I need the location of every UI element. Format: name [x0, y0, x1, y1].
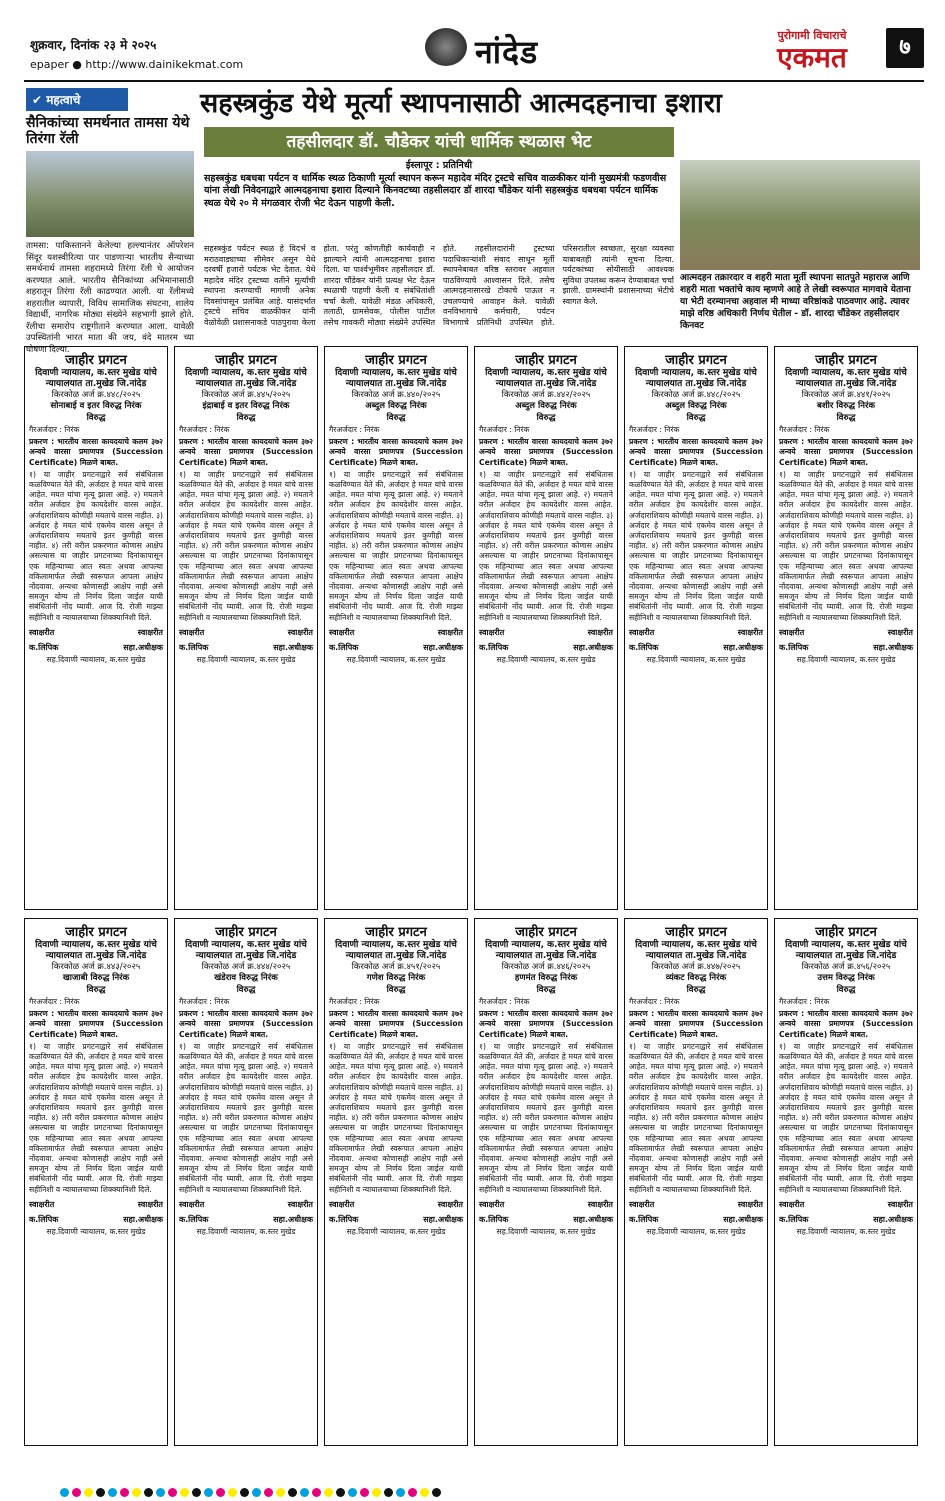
notice-signatures — [629, 627, 763, 638]
notice-signatures — [779, 1199, 913, 1210]
city-title: नांदेड — [475, 33, 539, 71]
notice-subject: प्रकरण : भारतीय वारसा कायदयाचे कलम ३७२ अन्वये वारसा प्रमाणपत्र (Succession Certificate) मिळणे बाबत. — [629, 1009, 763, 1039]
notice-stamp: स्वाक्षरीत — [329, 1199, 355, 1209]
registration-dot — [120, 1488, 129, 1497]
notice-case-number: किरकोळ अर्ज क्र.४४५/२०२५ — [201, 390, 291, 400]
notice-office: सह.दिवाणी न्यायालय, क.स्तर मुखेड — [796, 654, 896, 664]
registration-dot — [348, 1488, 357, 1497]
lead-lede-text: सहस्त्रकुंड धबधबा पर्यटन व धार्मिक स्थळ ठिकाणी मूर्त्या स्थापन करून महादेव मंदिर ट्रस्टचे सचिव वाळकीकर यांनी मुख्यमंत्री फडणवीस यांना लेखी निवेदनाद्वारे आत्मदहनाचा इशारा दिल्याने किनवटच्या तहसीलदार डॉ शारदा चौंडेकर यांनी सहस्त्रकुंड धबधबा पर्यटन धार्मिक स्थळ येथे २० मे मंगळवार रोजी भेट देऊन पाहणी केली. — [204, 172, 667, 209]
notice-versus: विरुद्ध — [536, 413, 556, 423]
registration-dot — [336, 1488, 345, 1497]
notice-heading: जाहीर प्रगटन — [665, 353, 727, 368]
notice-subject: प्रकरण : भारतीय वारसा कायदयाचे कलम ३७२ अन्वये वारसा प्रमाणपत्र (Succession Certificate) मिळणे बाबत. — [479, 1009, 613, 1039]
registration-dot — [384, 1488, 393, 1497]
public-notice — [324, 918, 468, 1446]
notice-subject: प्रकरण : भारतीय वारसा कायदयाचे कलम ३७२ अन्वये वारसा प्रमाणपत्र (Succession Certificate) मिळणे बाबत. — [179, 1009, 313, 1039]
notice-versus: विरुद्ध — [686, 985, 706, 995]
notice-superintendent: सहा.अधीक्षक — [123, 1214, 163, 1224]
notice-case-number: किरकोळ अर्ज क्र.४४१/२०२५ — [801, 390, 891, 400]
registration-dot — [288, 1488, 297, 1497]
notice-superintendent: सहा.अधीक्षक — [273, 642, 313, 652]
notice-court: दिवाणी न्यायालय, क.स्तर मुखेड यांचे न्यायालयात ता.मुखेड जि.नांदेड — [35, 940, 157, 961]
notices-row-2 — [24, 918, 924, 1446]
masthead — [0, 0, 945, 82]
brand-logo — [752, 28, 872, 74]
notice-heading: जाहीर प्रगटन — [365, 925, 427, 940]
registration-dot — [108, 1488, 117, 1497]
notice-court: दिवाणी न्यायालय, क.स्तर मुखेड यांचे न्यायालयात ता.मुखेड जि.नांदेड — [635, 368, 757, 389]
brand-tagline: पुरोगामी विचाराचे — [777, 29, 847, 42]
registration-dot — [420, 1488, 429, 1497]
notice-office: सह.दिवाणी न्यायालय, क.स्तर मुखेड — [46, 654, 146, 664]
notice-case-number: किरकोळ अर्ज क्र.४४३/२०२५ — [51, 962, 141, 972]
notice-officers — [329, 1214, 463, 1225]
notice-respondent: गैरअर्जदार : निरंक — [29, 425, 80, 434]
notice-subject: प्रकरण : भारतीय वारसा कायदयाचे कलम ३७२ अन्वये वारसा प्रमाणपत्र (Succession Certificate) मिळणे बाबत. — [179, 437, 313, 467]
notice-parties: अब्दुल विरुद्ध निरंक — [365, 401, 427, 411]
registration-dot — [144, 1488, 153, 1497]
notice-parties: उत्तम विरुद्ध निरंक — [817, 973, 875, 983]
notice-versus: विरुद्ध — [236, 985, 256, 995]
notice-versus: विरुद्ध — [686, 413, 706, 423]
notice-signatures — [179, 627, 313, 638]
notice-clerk: क.लिपिक — [179, 1214, 209, 1224]
notice-officers — [779, 642, 913, 653]
notice-stamp-2: स्वाक्षरीत — [887, 627, 913, 637]
notice-body: १) या जाहीर प्रगटनाद्वारे सर्व संबंधितास कळविण्यात येते की, अर्जदार हे मयत यांचे वारस आहेत. मयत यांचा मृत्यू झाला आहे. २) मयताने वरील अर्जदार हेच कायदेशीर वारस आहेत. अर्जदाराशिवाय कोणीही मयताचे वारस नाहीत. ३) अर्जदार हे मयत यांचे एकमेव वारस असून ते अर्जदाराशिवाय मयताचे इतर कुणीही वारस नाहीत. ४) तरी वरील प्रकरणात कोणास आक्षेप असल्यास या जाहीर प्रगटनाच्या दिनांकापासून एक महिन्याच्या आत स्वतः अथवा आपल्या वकिलामार्फत लेखी स्वरूपात आपला आक्षेप नोंदवावा. अन्यथा कोणासही आक्षेप नाही असे समजून योग्य तो निर्णय दिला जाईल याची संबंधितांनी नोंद घ्यावी. आज दि. रोजी माझ्या सहीनिशी व न्यायालयाच्या शिक्क्यानिशी दिले. — [329, 469, 463, 622]
notice-case-number: किरकोळ अर्ज क्र.४४७/२०२५ — [651, 962, 741, 972]
notice-clerk: क.लिपिक — [779, 1214, 809, 1224]
notice-stamp-2: स्वाक्षरीत — [887, 1199, 913, 1209]
notice-signatures — [779, 627, 913, 638]
notice-office: सह.दिवाणी न्यायालय, क.स्तर मुखेड — [46, 1226, 146, 1236]
registration-dot — [312, 1488, 321, 1497]
public-notice — [474, 918, 618, 1446]
lead-byline: ईस्लापूर : प्रतिनिधी — [405, 160, 473, 171]
notice-office: सह.दिवाणी न्यायालय, क.स्तर मुखेड — [646, 1226, 746, 1236]
notice-stamp-2: स्वाक्षरीत — [587, 1199, 613, 1209]
notice-respondent: गैरअर्जदार : निरंक — [629, 425, 680, 434]
notice-heading: जाहीर प्रगटन — [365, 353, 427, 368]
notice-stamp: स्वाक्षरीत — [29, 627, 55, 637]
sidebar-story — [26, 88, 194, 355]
registration-dot — [180, 1488, 189, 1497]
notice-heading: जाहीर प्रगटन — [215, 353, 277, 368]
notice-heading: जाहीर प्रगटन — [815, 925, 877, 940]
registration-dot — [228, 1488, 237, 1497]
notice-parties: हणमंत विरुद्ध निरंक — [514, 973, 578, 983]
notice-court: दिवाणी न्यायालय, क.स्तर मुखेड यांचे न्यायालयात ता.मुखेड जि.नांदेड — [485, 940, 607, 961]
notice-heading: जाहीर प्रगटन — [515, 353, 577, 368]
registration-dot — [168, 1488, 177, 1497]
registration-dot — [132, 1488, 141, 1497]
notice-stamp: स्वाक्षरीत — [329, 627, 355, 637]
public-notice — [474, 346, 618, 910]
notice-respondent: गैरअर्जदार : निरंक — [179, 997, 230, 1006]
notice-heading: जाहीर प्रगटन — [215, 925, 277, 940]
notice-superintendent: सहा.अधीक्षक — [273, 1214, 313, 1224]
notice-clerk: क.लिपिक — [329, 642, 359, 652]
notice-respondent: गैरअर्जदार : निरंक — [479, 425, 530, 434]
print-color-registration — [60, 1482, 920, 1492]
notice-stamp: स्वाक्षरीत — [779, 1199, 805, 1209]
registration-dot — [300, 1488, 309, 1497]
notice-clerk: क.लिपिक — [629, 1214, 659, 1224]
notice-case-number: किरकोळ अर्ज क्र.४४०/२०२५ — [351, 390, 441, 400]
lead-photo-caption: आत्मदहन तक्रारदार व शहरी माता मूर्ती स्थापना सातपुते महाराज आणि शहरी माता भक्तांचे काय म्हणणे आहे ते लेखी स्वरूपात मागवावे येताना या भेटी दरम्यानचा अहवाल मी माध्या वरिष्ठांकडे पाठवणार आहे. त्यावर माझे वरिष्ठ अधिकारी निर्णय घेतील - डॉ. शारदा चौंडेकर तहसीलदार किनवट — [680, 273, 911, 331]
notice-parties: सोनाबाई व इतर विरुद्ध निरंक — [50, 401, 142, 411]
notice-officers — [29, 642, 163, 653]
notice-office: सह.दिवाणी न्यायालय, क.स्तर मुखेड — [796, 1226, 896, 1236]
registration-dot — [264, 1488, 273, 1497]
notice-office: सह.दिवाणी न्यायालय, क.स्तर मुखेड — [496, 654, 596, 664]
notice-clerk: क.लिपिक — [179, 642, 209, 652]
notice-stamp-2: स्वाक्षरीत — [137, 627, 163, 637]
notice-officers — [29, 1214, 163, 1225]
notice-body: १) या जाहीर प्रगटनाद्वारे सर्व संबंधितास कळविण्यात येते की, अर्जदार हे मयत यांचे वारस आहेत. मयत यांचा मृत्यू झाला आहे. २) मयताने वरील अर्जदार हेच कायदेशीर वारस आहेत. अर्जदाराशिवाय कोणीही मयताचे वारस नाहीत. ३) अर्जदार हे मयत यांचे एकमेव वारस असून ते अर्जदाराशिवाय मयताचे इतर कुणीही वारस नाहीत. ४) तरी वरील प्रकरणात कोणास आक्षेप असल्यास या जाहीर प्रगटनाच्या दिनांकापासून एक महिन्याच्या आत स्वतः अथवा आपल्या वकिलामार्फत लेखी स्वरूपात आपला आक्षेप नोंदवावा. अन्यथा कोणासही आक्षेप नाही असे समजून योग्य तो निर्णय दिला जाईल याची संबंधितांनी नोंद घ्यावी. आज दि. रोजी माझ्या सहीनिशी व न्यायालयाच्या शिक्क्यानिशी दिले. — [329, 1041, 463, 1194]
notice-superintendent: सहा.अधीक्षक — [423, 1214, 463, 1224]
notice-court: दिवाणी न्यायालय, क.स्तर मुखेड यांचे न्यायालयात ता.मुखेड जि.नांदेड — [335, 940, 457, 961]
notice-officers — [179, 642, 313, 653]
notice-body: १) या जाहीर प्रगटनाद्वारे सर्व संबंधितास कळविण्यात येते की, अर्जदार हे मयत यांचे वारस आहेत. मयत यांचा मृत्यू झाला आहे. २) मयताने वरील अर्जदार हेच कायदेशीर वारस आहेत. अर्जदाराशिवाय कोणीही मयताचे वारस नाहीत. ३) अर्जदार हे मयत यांचे एकमेव वारस असून ते अर्जदाराशिवाय मयताचे इतर कुणीही वारस नाहीत. ४) तरी वरील प्रकरणात कोणास आक्षेप असल्यास या जाहीर प्रगटनाच्या दिनांकापासून एक महिन्याच्या आत स्वतः अथवा आपल्या वकिलामार्फत लेखी स्वरूपात आपला आक्षेप नोंदवावा. अन्यथा कोणासही आक्षेप नाही असे समजून योग्य तो निर्णय दिला जाईल याची संबंधितांनी नोंद घ्यावी. आज दि. रोजी माझ्या सहीनिशी व न्यायालयाच्या शिक्क्यानिशी दिले. — [479, 1041, 613, 1194]
notice-stamp-2: स्वाक्षरीत — [737, 1199, 763, 1209]
notice-clerk: क.लिपिक — [29, 642, 59, 652]
notice-body: १) या जाहीर प्रगटनाद्वारे सर्व संबंधितास कळविण्यात येते की, अर्जदार हे मयत यांचे वारस आहेत. मयत यांचा मृत्यू झाला आहे. २) मयताने वरील अर्जदार हेच कायदेशीर वारस आहेत. अर्जदाराशिवाय कोणीही मयताचे वारस नाहीत. ३) अर्जदार हे मयत यांचे एकमेव वारस असून ते अर्जदाराशिवाय मयताचे इतर कुणीही वारस नाहीत. ४) तरी वरील प्रकरणात कोणास आक्षेप असल्यास या जाहीर प्रगटनाच्या दिनांकापासून एक महिन्याच्या आत स्वतः अथवा आपल्या वकिलामार्फत लेखी स्वरूपात आपला आक्षेप नोंदवावा. अन्यथा कोणासही आक्षेप नाही असे समजून योग्य तो निर्णय दिला जाईल याची संबंधितांनी नोंद घ्यावी. आज दि. रोजी माझ्या सहीनिशी व न्यायालयाच्या शिक्क्यानिशी दिले. — [179, 1041, 313, 1194]
notice-respondent: गैरअर्जदार : निरंक — [329, 425, 380, 434]
notice-stamp: स्वाक्षरीत — [479, 627, 505, 637]
notice-body: १) या जाहीर प्रगटनाद्वारे सर्व संबंधितास कळविण्यात येते की, अर्जदार हे मयत यांचे वारस आहेत. मयत यांचा मृत्यू झाला आहे. २) मयताने वरील अर्जदार हेच कायदेशीर वारस आहेत. अर्जदाराशिवाय कोणीही मयताचे वारस नाहीत. ३) अर्जदार हे मयत यांचे एकमेव वारस असून ते अर्जदाराशिवाय मयताचे इतर कुणीही वारस नाहीत. ४) तरी वरील प्रकरणात कोणास आक्षेप असल्यास या जाहीर प्रगटनाच्या दिनांकापासून एक महिन्याच्या आत स्वतः अथवा आपल्या वकिलामार्फत लेखी स्वरूपात आपला आक्षेप नोंदवावा. अन्यथा कोणासही आक्षेप नाही असे समजून योग्य तो निर्णय दिला जाईल याची संबंधितांनी नोंद घ्यावी. आज दि. रोजी माझ्या सहीनिशी व न्यायालयाच्या शिक्क्यानिशी दिले. — [629, 1041, 763, 1194]
notice-body: १) या जाहीर प्रगटनाद्वारे सर्व संबंधितास कळविण्यात येते की, अर्जदार हे मयत यांचे वारस आहेत. मयत यांचा मृत्यू झाला आहे. २) मयताने वरील अर्जदार हेच कायदेशीर वारस आहेत. अर्जदाराशिवाय कोणीही मयताचे वारस नाहीत. ३) अर्जदार हे मयत यांचे एकमेव वारस असून ते अर्जदाराशिवाय मयताचे इतर कुणीही वारस नाहीत. ४) तरी वरील प्रकरणात कोणास आक्षेप असल्यास या जाहीर प्रगटनाच्या दिनांकापासून एक महिन्याच्या आत स्वतः अथवा आपल्या वकिलामार्फत लेखी स्वरूपात आपला आक्षेप नोंदवावा. अन्यथा कोणासही आक्षेप नाही असे समजून योग्य तो निर्णय दिला जाईल याची संबंधितांनी नोंद घ्यावी. आज दि. रोजी माझ्या सहीनिशी व न्यायालयाच्या शिक्क्यानिशी दिले. — [779, 469, 913, 622]
public-notice — [174, 918, 318, 1446]
public-notice — [624, 346, 768, 910]
notice-officers — [779, 1214, 913, 1225]
registration-dot — [96, 1488, 105, 1497]
registration-dot — [396, 1488, 405, 1497]
notice-officers — [479, 642, 613, 653]
notice-signatures — [329, 627, 463, 638]
notice-superintendent: सहा.अधीक्षक — [723, 642, 763, 652]
registration-dot — [84, 1488, 93, 1497]
notice-versus: विरुद्ध — [536, 985, 556, 995]
notice-respondent: गैरअर्जदार : निरंक — [629, 997, 680, 1006]
public-notice — [624, 918, 768, 1446]
notice-clerk: क.लिपिक — [479, 1214, 509, 1224]
notice-signatures — [179, 1199, 313, 1210]
notice-officers — [329, 642, 463, 653]
notice-clerk: क.लिपिक — [29, 1214, 59, 1224]
notice-parties: इंद्राबाई व इतर विरुद्ध निरंक — [202, 401, 290, 411]
notice-superintendent: सहा.अधीक्षक — [423, 642, 463, 652]
public-notice — [774, 346, 918, 910]
notice-respondent: गैरअर्जदार : निरंक — [779, 425, 830, 434]
notice-heading: जाहीर प्रगटन — [65, 925, 127, 940]
notice-court: दिवाणी न्यायालय, क.स्तर मुखेड यांचे न्यायालयात ता.मुखेड जि.नांदेड — [785, 368, 907, 389]
public-notices — [24, 346, 924, 1446]
notice-signatures — [29, 627, 163, 638]
page-number: ७ — [886, 28, 924, 68]
notice-office: सह.दिवाणी न्यायालय, क.स्तर मुखेड — [346, 1226, 446, 1236]
notice-subject: प्रकरण : भारतीय वारसा कायदयाचे कलम ३७२ अन्वये वारसा प्रमाणपत्र (Succession Certificate) मिळणे बाबत. — [479, 437, 613, 467]
notice-office: सह.दिवाणी न्यायालय, क.स्तर मुखेड — [196, 654, 296, 664]
notice-respondent: गैरअर्जदार : निरंक — [179, 425, 230, 434]
notice-body: १) या जाहीर प्रगटनाद्वारे सर्व संबंधितास कळविण्यात येते की, अर्जदार हे मयत यांचे वारस आहेत. मयत यांचा मृत्यू झाला आहे. २) मयताने वरील अर्जदार हेच कायदेशीर वारस आहेत. अर्जदाराशिवाय कोणीही मयताचे वारस नाहीत. ३) अर्जदार हे मयत यांचे एकमेव वारस असून ते अर्जदाराशिवाय मयताचे इतर कुणीही वारस नाहीत. ४) तरी वरील प्रकरणात कोणास आक्षेप असल्यास या जाहीर प्रगटनाच्या दिनांकापासून एक महिन्याच्या आत स्वतः अथवा आपल्या वकिलामार्फत लेखी स्वरूपात आपला आक्षेप नोंदवावा. अन्यथा कोणासही आक्षेप नाही असे समजून योग्य तो निर्णय दिला जाईल याची संबंधितांनी नोंद घ्यावी. आज दि. रोजी माझ्या सहीनिशी व न्यायालयाच्या शिक्क्यानिशी दिले. — [629, 469, 763, 622]
notice-court: दिवाणी न्यायालय, क.स्तर मुखेड यांचे न्यायालयात ता.मुखेड जि.नांदेड — [185, 940, 307, 961]
notice-versus: विरुद्ध — [836, 985, 856, 995]
notice-clerk: क.लिपिक — [629, 642, 659, 652]
notice-superintendent: सहा.अधीक्षक — [723, 1214, 763, 1224]
registration-dot — [324, 1488, 333, 1497]
notice-stamp: स्वाक्षरीत — [629, 627, 655, 637]
notice-court: दिवाणी न्यायालय, क.स्तर मुखेड यांचे न्यायालयात ता.मुखेड जि.नांदेड — [185, 368, 307, 389]
notice-case-number: किरकोळ अर्ज क्र.४५६/२०२५ — [801, 962, 891, 972]
masthead-divider — [24, 80, 924, 82]
notice-respondent: गैरअर्जदार : निरंक — [29, 997, 80, 1006]
registration-dot — [372, 1488, 381, 1497]
notice-court: दिवाणी न्यायालय, क.स्तर मुखेड यांचे न्यायालयात ता.मुखेड जि.नांदेड — [335, 368, 457, 389]
notice-superintendent: सहा.अधीक्षक — [873, 642, 913, 652]
registration-dot — [60, 1488, 69, 1497]
registration-dot — [276, 1488, 285, 1497]
notice-stamp: स्वाक्षरीत — [479, 1199, 505, 1209]
notice-versus: विरुद्ध — [836, 413, 856, 423]
notice-superintendent: सहा.अधीक्षक — [573, 642, 613, 652]
notice-versus: विरुद्ध — [86, 985, 106, 995]
notice-court: दिवाणी न्यायालय, क.स्तर मुखेड यांचे न्यायालयात ता.मुखेड जि.नांदेड — [635, 940, 757, 961]
notice-parties: अब्दुल विरुद्ध निरंक — [665, 401, 727, 411]
public-notice — [174, 346, 318, 910]
rally-photo — [26, 151, 194, 237]
notice-stamp: स्वाक्षरीत — [179, 627, 205, 637]
notice-office: सह.दिवाणी न्यायालय, क.स्तर मुखेड — [196, 1226, 296, 1236]
notice-case-number: किरकोळ अर्ज क्र.४४२/२०२५ — [501, 390, 591, 400]
notice-court: दिवाणी न्यायालय, क.स्तर मुखेड यांचे न्यायालयात ता.मुखेड जि.नांदेड — [35, 368, 157, 389]
notice-superintendent: सहा.अधीक्षक — [573, 1214, 613, 1224]
registration-dot — [204, 1488, 213, 1497]
website-link[interactable]: epaper ● http://www.dainikekmat.com — [30, 58, 244, 71]
notice-superintendent: सहा.अधीक्षक — [873, 1214, 913, 1224]
notice-subject: प्रकरण : भारतीय वारसा कायदयाचे कलम ३७२ अन्वये वारसा प्रमाणपत्र (Succession Certificate) मिळणे बाबत. — [779, 437, 913, 467]
city-emblem-icon — [425, 28, 467, 66]
notice-versus: विरुद्ध — [386, 413, 406, 423]
notice-signatures — [479, 627, 613, 638]
notice-heading: जाहीर प्रगटन — [665, 925, 727, 940]
notice-officers — [629, 642, 763, 653]
issue-date: शुक्रवार, दिनांक २३ मे २०२५ — [30, 38, 157, 52]
notice-versus: विरुद्ध — [236, 413, 256, 423]
registration-dot — [216, 1488, 225, 1497]
notice-office: सह.दिवाणी न्यायालय, क.स्तर मुखेड — [346, 654, 446, 664]
notice-subject: प्रकरण : भारतीय वारसा कायदयाचे कलम ३७२ अन्वये वारसा प्रमाणपत्र (Succession Certificate) मिळणे बाबत. — [29, 1009, 163, 1039]
notice-body: १) या जाहीर प्रगटनाद्वारे सर्व संबंधितास कळविण्यात येते की, अर्जदार हे मयत यांचे वारस आहेत. मयत यांचा मृत्यू झाला आहे. २) मयताने वरील अर्जदार हेच कायदेशीर वारस आहेत. अर्जदाराशिवाय कोणीही मयताचे वारस नाहीत. ३) अर्जदार हे मयत यांचे एकमेव वारस असून ते अर्जदाराशिवाय मयताचे इतर कुणीही वारस नाहीत. ४) तरी वरील प्रकरणात कोणास आक्षेप असल्यास या जाहीर प्रगटनाच्या दिनांकापासून एक महिन्याच्या आत स्वतः अथवा आपल्या वकिलामार्फत लेखी स्वरूपात आपला आक्षेप नोंदवावा. अन्यथा कोणासही आक्षेप नाही असे समजून योग्य तो निर्णय दिला जाईल याची संबंधितांनी नोंद घ्यावी. आज दि. रोजी माझ्या सहीनिशी व न्यायालयाच्या शिक्क्यानिशी दिले. — [29, 1041, 163, 1194]
notice-parties: व्यंकट विरुद्ध निरंक — [665, 973, 727, 983]
notice-stamp-2: स्वाक्षरीत — [587, 627, 613, 637]
registration-dot — [432, 1488, 441, 1497]
notice-case-number: किरकोळ अर्ज क्र.४४८/२०२५ — [651, 390, 741, 400]
notice-stamp: स्वाक्षरीत — [29, 1199, 55, 1209]
notice-parties: खाजाबी विरुद्ध निरंक — [62, 973, 130, 983]
notice-clerk: क.लिपिक — [479, 642, 509, 652]
notice-case-number: किरकोळ अर्ज क्र.४४८/२०२५ — [51, 390, 141, 400]
notice-case-number: किरकोळ अर्ज क्र.४४६/२०२५ — [501, 962, 591, 972]
notice-respondent: गैरअर्जदार : निरंक — [479, 997, 530, 1006]
registration-dot — [252, 1488, 261, 1497]
notice-stamp-2: स्वाक्षरीत — [437, 1199, 463, 1209]
notice-parties: अब्दुल विरुद्ध निरंक — [515, 401, 577, 411]
registration-dot — [360, 1488, 369, 1497]
notice-stamp-2: स्वाक्षरीत — [287, 1199, 313, 1209]
notice-stamp-2: स्वाक्षरीत — [737, 627, 763, 637]
notice-signatures — [629, 1199, 763, 1210]
notice-parties: बशीर विरुद्ध निरंक — [817, 401, 875, 411]
notice-heading: जाहीर प्रगटन — [515, 925, 577, 940]
notice-clerk: क.लिपिक — [329, 1214, 359, 1224]
public-notice — [774, 918, 918, 1446]
lead-subhead: तहसीलदार डॉ. चौडेकर यांची धार्मिक स्थळास भेट — [204, 127, 674, 157]
notice-parties: गणेश विरुद्ध निरंक — [366, 973, 426, 983]
notice-subject: प्रकरण : भारतीय वारसा कायदयाचे कलम ३७२ अन्वये वारसा प्रमाणपत्र (Succession Certificate) मिळणे बाबत. — [779, 1009, 913, 1039]
notice-stamp: स्वाक्षरीत — [179, 1199, 205, 1209]
notice-office: सह.दिवाणी न्यायालय, क.स्तर मुखेड — [646, 654, 746, 664]
notice-officers — [179, 1214, 313, 1225]
notice-stamp-2: स्वाक्षरीत — [287, 627, 313, 637]
lead-photo — [680, 160, 920, 270]
notice-respondent: गैरअर्जदार : निरंक — [779, 997, 830, 1006]
notice-subject: प्रकरण : भारतीय वारसा कायदयाचे कलम ३७२ अन्वये वारसा प्रमाणपत्र (Succession Certificate) मिळणे बाबत. — [329, 1009, 463, 1039]
registration-dot — [72, 1488, 81, 1497]
registration-dot — [240, 1488, 249, 1497]
sidebar-body: तामसा: पाकिस्तानने केलेल्या हल्ल्यानंतर ऑपरेशन सिंदूर यशस्वीरित्या पार पाडणाऱ्या भारतीय सैन्याच्या समर्थनार्थ तामसा शहरामध्ये तिरंगा रॅली चे आयोजन करण्यात आले. भारतीय सैनिकांच्या अभिमानासाठी शहरातून तिरंगा रॅली काढण्यात आली. या रॅलीमध्ये शहरातील व्यापारी, विविध सामाजिक संघटना, शालेय विद्यार्थी, नागरिक मोठ्या संख्येने सहभागी झाले होते. रॅलीचा समारोप राष्ट्रगीताने करण्यात आला. यावेळी उपस्थितांनी भारत माता की जय, वंदे मातरम च्या घोषणा दिल्या. — [26, 241, 194, 355]
notice-clerk: क.लिपिक — [779, 642, 809, 652]
notices-row-1 — [24, 346, 924, 910]
notice-heading: जाहीर प्रगटन — [65, 353, 127, 368]
brand-name: एकमत — [777, 41, 847, 74]
notice-stamp: स्वाक्षरीत — [779, 627, 805, 637]
notice-office: सह.दिवाणी न्यायालय, क.स्तर मुखेड — [496, 1226, 596, 1236]
notice-signatures — [329, 1199, 463, 1210]
notice-stamp-2: स्वाक्षरीत — [437, 627, 463, 637]
notice-superintendent: सहा.अधीक्षक — [123, 642, 163, 652]
sidebar-headline: सैनिकांच्या समर्थनात तामसा येथे तिरंगा रॅली — [26, 115, 190, 147]
public-notice — [24, 346, 168, 910]
lead-lede — [204, 160, 674, 210]
notice-body: १) या जाहीर प्रगटनाद्वारे सर्व संबंधितास कळविण्यात येते की, अर्जदार हे मयत यांचे वारस आहेत. मयत यांचा मृत्यू झाला आहे. २) मयताने वरील अर्जदार हेच कायदेशीर वारस आहेत. अर्जदाराशिवाय कोणीही मयताचे वारस नाहीत. ३) अर्जदार हे मयत यांचे एकमेव वारस असून ते अर्जदाराशिवाय मयताचे इतर कुणीही वारस नाहीत. ४) तरी वरील प्रकरणात कोणास आक्षेप असल्यास या जाहीर प्रगटनाच्या दिनांकापासून एक महिन्याच्या आत स्वतः अथवा आपल्या वकिलामार्फत लेखी स्वरूपात आपला आक्षेप नोंदवावा. अन्यथा कोणासही आक्षेप नाही असे समजून योग्य तो निर्णय दिला जाईल याची संबंधितांनी नोंद घ्यावी. आज दि. रोजी माझ्या सहीनिशी व न्यायालयाच्या शिक्क्यानिशी दिले. — [179, 469, 313, 622]
notice-versus: विरुद्ध — [86, 413, 106, 423]
notice-signatures — [479, 1199, 613, 1210]
notice-signatures — [29, 1199, 163, 1210]
notice-parties: खंडेराव विरुद्ध निरंक — [214, 973, 278, 983]
registration-dot — [156, 1488, 165, 1497]
notice-versus: विरुद्ध — [386, 985, 406, 995]
notice-officers — [479, 1214, 613, 1225]
public-notice — [324, 346, 468, 910]
lead-body: सहस्त्रकुंड पर्यटन स्थळ हे विदर्भ व मराठवाड्याच्या सीमेवर असून येथे दरवर्षी हजारो पर्यटक भेट देतात. येथे महादेव मंदिर ट्रस्टच्या वतीने मूर्त्यांची स्थापना करण्याची मागणी अनेक दिवसांपासून प्रलंबित आहे. यासंदर्भात ट्रस्टचे सचिव वाळकीकर यांनी वेळोवेळी प्रशासनाकडे पाठपुरावा केला होता. परंतु कोणतीही कार्यवाही न झाल्याने त्यांनी आत्मदहनाचा इशारा दिला. या पार्श्वभूमीवर तहसीलदार डॉ. शारदा चौंडेकर यांनी प्रत्यक्ष भेट देऊन स्थळाची पाहणी केली व संबंधितांशी चर्चा केली. यावेळी मंडळ अधिकारी, तलाठी, ग्रामसेवक, पोलीस पाटील तसेच गावकरी मोठ्या संख्येने उपस्थित होते. तहसीलदारांनी ट्रस्टच्या पदाधिकाऱ्यांशी संवाद साधून मूर्ती स्थापनेबाबत वरिष्ठ स्तरावर अहवाल पाठविण्याचे आश्वासन दिले. तसेच आत्मदहनासारखे टोकाचे पाऊल न उचलण्याचे आवाहन केले. यावेळी वनविभागाचे कर्मचारी, पर्यटन विभागाचे प्रतिनिधी उपस्थित होते. परिसरातील स्वच्छता, सुरक्षा व्यवस्था याबाबतही त्यांनी सूचना दिल्या. पर्यटकांच्या सोयीसाठी आवश्यक सुविधा उपलब्ध करून देण्याबाबत चर्चा झाली. ग्रामस्थांनी प्रशासनाच्या भेटीचे स्वागत केले. — [204, 244, 674, 327]
notice-respondent: गैरअर्जदार : निरंक — [329, 997, 380, 1006]
notice-case-number: किरकोळ अर्ज क्र.४४४/२०२५ — [201, 962, 291, 972]
sidebar-tag: ✔ महत्वाचे — [26, 88, 128, 111]
notice-court: दिवाणी न्यायालय, क.स्तर मुखेड यांचे न्यायालयात ता.मुखेड जि.नांदेड — [485, 368, 607, 389]
notice-subject: प्रकरण : भारतीय वारसा कायदयाचे कलम ३७२ अन्वये वारसा प्रमाणपत्र (Succession Certificate) मिळणे बाबत. — [629, 437, 763, 467]
notice-body: १) या जाहीर प्रगटनाद्वारे सर्व संबंधितास कळविण्यात येते की, अर्जदार हे मयत यांचे वारस आहेत. मयत यांचा मृत्यू झाला आहे. २) मयताने वरील अर्जदार हेच कायदेशीर वारस आहेत. अर्जदाराशिवाय कोणीही मयताचे वारस नाहीत. ३) अर्जदार हे मयत यांचे एकमेव वारस असून ते अर्जदाराशिवाय मयताचे इतर कुणीही वारस नाहीत. ४) तरी वरील प्रकरणात कोणास आक्षेप असल्यास या जाहीर प्रगटनाच्या दिनांकापासून एक महिन्याच्या आत स्वतः अथवा आपल्या वकिलामार्फत लेखी स्वरूपात आपला आक्षेप नोंदवावा. अन्यथा कोणासही आक्षेप नाही असे समजून योग्य तो निर्णय दिला जाईल याची संबंधितांनी नोंद घ्यावी. आज दि. रोजी माझ्या सहीनिशी व न्यायालयाच्या शिक्क्यानिशी दिले. — [29, 469, 163, 622]
registration-dot — [408, 1488, 417, 1497]
lead-headline: सहस्त्रकुंड येथे मूर्त्या स्थापनासाठी आत्मदहनाचा इशारा — [200, 88, 722, 119]
notice-officers — [629, 1214, 763, 1225]
notice-stamp: स्वाक्षरीत — [629, 1199, 655, 1209]
registration-dot — [192, 1488, 201, 1497]
public-notice — [24, 918, 168, 1446]
notice-stamp-2: स्वाक्षरीत — [137, 1199, 163, 1209]
notice-subject: प्रकरण : भारतीय वारसा कायदयाचे कलम ३७२ अन्वये वारसा प्रमाणपत्र (Succession Certificate) मिळणे बाबत. — [29, 437, 163, 467]
notice-case-number: किरकोळ अर्ज क्र.४५१/२०२५ — [351, 962, 441, 972]
notice-subject: प्रकरण : भारतीय वारसा कायदयाचे कलम ३७२ अन्वये वारसा प्रमाणपत्र (Succession Certificate) मिळणे बाबत. — [329, 437, 463, 467]
notice-body: १) या जाहीर प्रगटनाद्वारे सर्व संबंधितास कळविण्यात येते की, अर्जदार हे मयत यांचे वारस आहेत. मयत यांचा मृत्यू झाला आहे. २) मयताने वरील अर्जदार हेच कायदेशीर वारस आहेत. अर्जदाराशिवाय कोणीही मयताचे वारस नाहीत. ३) अर्जदार हे मयत यांचे एकमेव वारस असून ते अर्जदाराशिवाय मयताचे इतर कुणीही वारस नाहीत. ४) तरी वरील प्रकरणात कोणास आक्षेप असल्यास या जाहीर प्रगटनाच्या दिनांकापासून एक महिन्याच्या आत स्वतः अथवा आपल्या वकिलामार्फत लेखी स्वरूपात आपला आक्षेप नोंदवावा. अन्यथा कोणासही आक्षेप नाही असे समजून योग्य तो निर्णय दिला जाईल याची संबंधितांनी नोंद घ्यावी. आज दि. रोजी माझ्या सहीनिशी व न्यायालयाच्या शिक्क्यानिशी दिले. — [779, 1041, 913, 1194]
notice-court: दिवाणी न्यायालय, क.स्तर मुखेड यांचे न्यायालयात ता.मुखेड जि.नांदेड — [785, 940, 907, 961]
notice-heading: जाहीर प्रगटन — [815, 353, 877, 368]
notice-body: १) या जाहीर प्रगटनाद्वारे सर्व संबंधितास कळविण्यात येते की, अर्जदार हे मयत यांचे वारस आहेत. मयत यांचा मृत्यू झाला आहे. २) मयताने वरील अर्जदार हेच कायदेशीर वारस आहेत. अर्जदाराशिवाय कोणीही मयताचे वारस नाहीत. ३) अर्जदार हे मयत यांचे एकमेव वारस असून ते अर्जदाराशिवाय मयताचे इतर कुणीही वारस नाहीत. ४) तरी वरील प्रकरणात कोणास आक्षेप असल्यास या जाहीर प्रगटनाच्या दिनांकापासून एक महिन्याच्या आत स्वतः अथवा आपल्या वकिलामार्फत लेखी स्वरूपात आपला आक्षेप नोंदवावा. अन्यथा कोणासही आक्षेप नाही असे समजून योग्य तो निर्णय दिला जाईल याची संबंधितांनी नोंद घ्यावी. आज दि. रोजी माझ्या सहीनिशी व न्यायालयाच्या शिक्क्यानिशी दिले. — [479, 469, 613, 622]
